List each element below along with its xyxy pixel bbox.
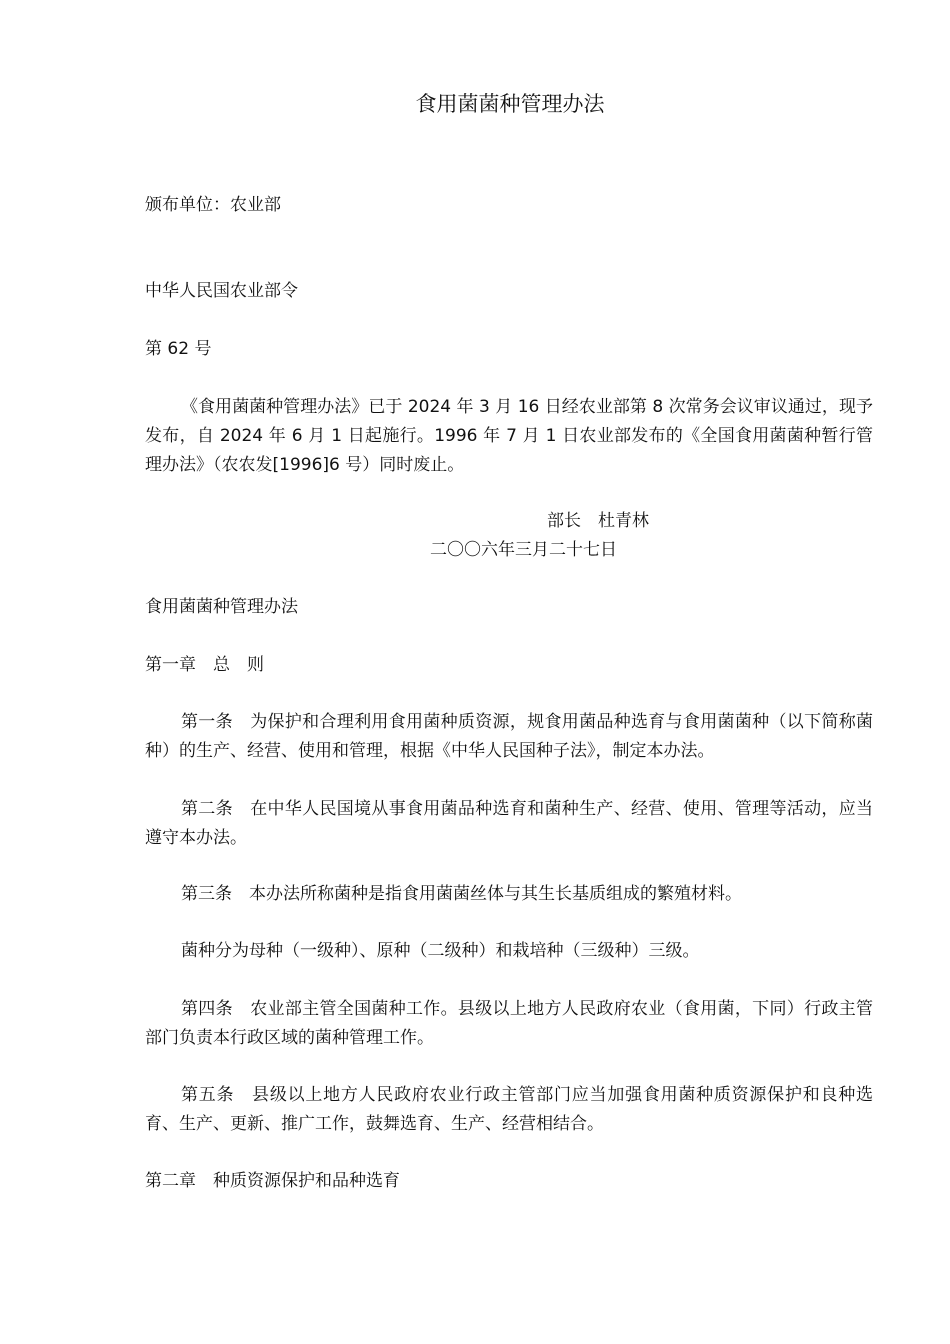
article-2: 第二条 在中华人民国境从事食用菌品种选育和菌种生产、经营、使用、管理等活动，应当遵守本办法。	[145, 799, 873, 848]
order-number: 第 62 号	[145, 339, 212, 359]
order-heading: 中华人民国农业部令	[145, 281, 298, 301]
article-3-paragraph-2: 菌种分为母种（一级种）、原种（二级种）和栽培种（三级种）三级。	[181, 941, 700, 961]
article-4: 第四条 农业部主管全国菌种工作。县级以上地方人民政府农业（食用菌，下同）行政主管部门负责本行政区域的菌种管理工作。	[145, 999, 873, 1048]
chapter-2-heading: 第二章 种质资源保护和品种选育	[145, 1171, 400, 1191]
issuer-line: 颁布单位：农业部	[145, 195, 281, 215]
chapter-1-heading: 第一章 总 则	[145, 655, 264, 675]
signature-name: 部长 杜青林	[547, 511, 649, 531]
article-5: 第五条 县级以上地方人民政府农业行政主管部门应当加强食用菌种质资源保护和良种选育、生产、更新、推广工作，鼓舞选育、生产、经营相结合。	[145, 1085, 873, 1134]
subtitle: 食用菌菌种管理办法	[145, 597, 298, 617]
document-title: 食用菌菌种管理办法	[415, 92, 605, 116]
preamble-paragraph: 《食用菌菌种管理办法》已于 2024 年 3 月 16 日经农业部第 8 次常务会议审议通过，现予发布，自 2024 年 6 月 1 日起施行。1996 年 7 月 1 日农业部发布的《全国食用菌菌种暂行管理办法》（农农发[1996]6 号）同时废止。	[145, 397, 873, 475]
signature-date: 二〇〇六年三月二十七日	[430, 540, 617, 560]
article-3: 第三条 本办法所称菌种是指食用菌菌丝体与其生长基质组成的繁殖材料。	[181, 884, 742, 904]
article-1: 第一条 为保护和合理利用食用菌种质资源，规食用菌品种选育与食用菌菌种（以下简称菌种）的生产、经营、使用和管理，根据《中华人民国种子法》，制定本办法。	[145, 712, 873, 761]
